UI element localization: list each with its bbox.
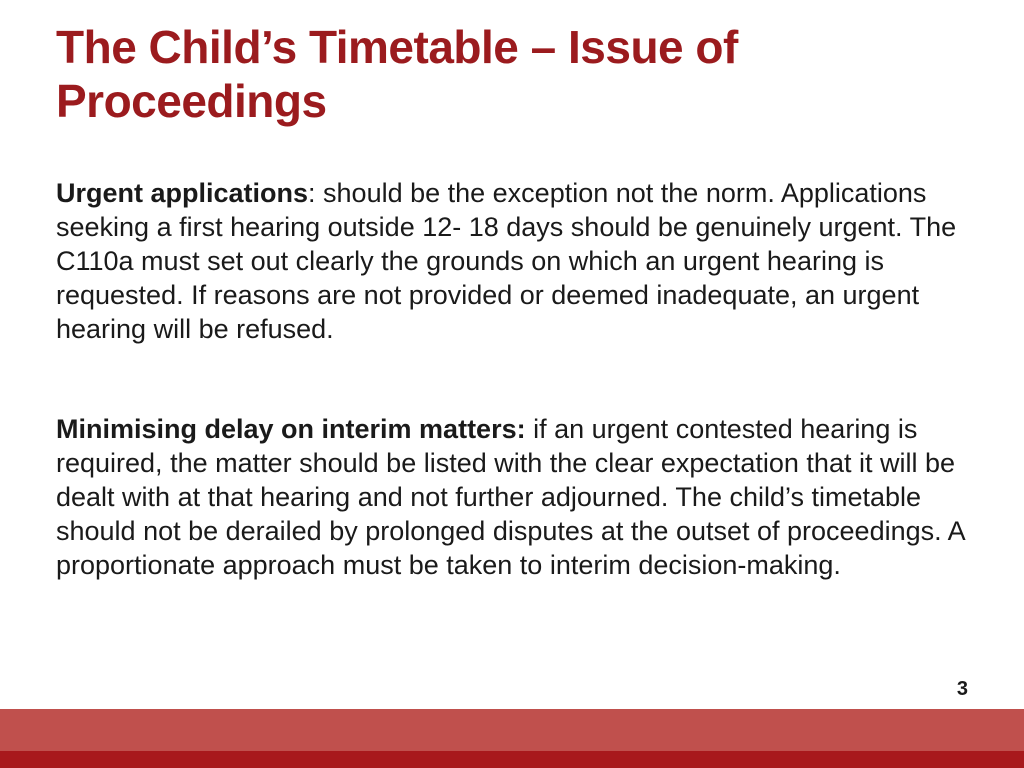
footer-band-dark: [0, 751, 1024, 768]
slide-body: [56, 176, 976, 582]
footer-band-light: [0, 709, 1024, 751]
paragraph-text: if an urgent contested hearing is required, the matter should be listed with the clear expectation that it will be dealt with at that hearing and not further adjourned. The child’s timetable should not be derailed by prolonged disputes at the outset of proceedings. A proportionate approach must be taken to interim decision-making.: [56, 414, 965, 580]
footer-band: [0, 709, 1024, 768]
paragraph-urgent-applications: [56, 176, 976, 346]
paragraph-lead: Minimising delay on interim matters:: [56, 414, 526, 444]
paragraph-minimising-delay: [56, 412, 976, 582]
paragraph-lead: Urgent applications: [56, 178, 309, 208]
paragraph-text: : should be the exception not the norm. Applications seeking a first hearing outside 12- 18 days should be genuinely urgent. The C110a must set out clearly the grounds on which an urgent hearing is requested. If reasons are not provided or deemed inadequate, an urgent hearing will be refused.: [56, 178, 957, 344]
page-number: 3: [956, 678, 968, 700]
slide-title: The Child’s Timetable – Issue of Proceedings: [56, 21, 738, 127]
